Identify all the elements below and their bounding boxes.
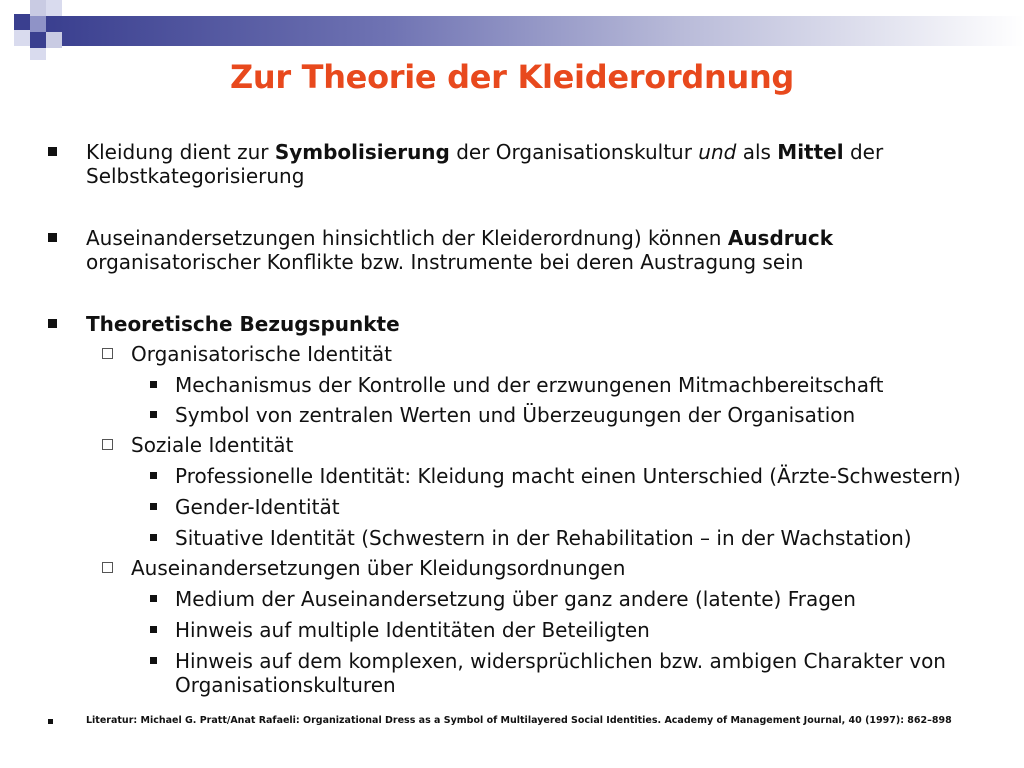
square-bullet-icon [48, 719, 53, 724]
square-bullet-icon [150, 595, 157, 602]
sub-sub-bullet-text: Gender-Identität [175, 495, 340, 519]
square-bullet-icon [48, 147, 57, 156]
square-bullet-icon [150, 534, 157, 541]
deco-square [46, 0, 62, 16]
header-gradient-bar [46, 16, 1024, 46]
deco-square [46, 32, 62, 48]
square-bullet-icon [150, 503, 157, 510]
square-bullet-icon [48, 319, 57, 328]
sub-bullet-text: Soziale Identität [131, 433, 294, 457]
sub-sub-bullet-text: Organisationskulturen [175, 673, 396, 697]
sub-sub-bullet-text: Mechanismus der Kontrolle und der erzwungenen Mitmachbereitschaft [175, 373, 884, 397]
bullet-text [86, 226, 906, 250]
deco-square [30, 16, 46, 32]
square-bullet-icon [150, 657, 157, 664]
sub-sub-bullet-text: Medium der Auseinandersetzung über ganz andere (latente) Fragen [175, 587, 856, 611]
text-run: als [736, 140, 778, 164]
sub-sub-bullet-text: Situative Identität (Schwestern in der Rehabilitation – in der Wachstation) [175, 526, 912, 550]
text-run: Auseinandersetzungen hinsichtlich der Kleiderordnung) können [86, 226, 728, 250]
text-run: Kleidung dient zur [86, 140, 275, 164]
deco-square [30, 0, 46, 16]
sub-sub-bullet-text: Hinweis auf dem komplexen, widersprüchlichen bzw. ambigen Charakter von [175, 649, 946, 673]
text-run-bold: Ausdruck [727, 226, 834, 250]
bullet-text [86, 312, 906, 336]
sub-bullet-text: Auseinandersetzungen über Kleidungsordnungen [131, 556, 626, 580]
sub-bullet-text: Organisatorische Identität [131, 342, 392, 366]
sub-sub-bullet-text: Professionelle Identität: Kleidung macht einen Unterschied (Ärzte-Schwestern) [175, 464, 961, 488]
text-run-italic: und [698, 140, 737, 164]
deco-square [30, 32, 46, 48]
square-bullet-icon [150, 411, 157, 418]
sub-sub-bullet-text: Hinweis auf multiple Identitäten der Beteiligten [175, 618, 650, 642]
text-run-bold: Mittel [777, 140, 844, 164]
text-run-bold: Theoretische Bezugspunkte [86, 312, 400, 336]
hollow-square-bullet-icon [102, 348, 113, 359]
literature-text: Literatur: Michael G. Pratt/Anat Rafaeli: Organizational Dress as a Symbol of Multilayered Social Identities. Academy of Management Journal, 40 (1997): 862–898 [86, 715, 952, 726]
text-run-bold: Symbolisierung [274, 140, 450, 164]
bullet-text [86, 140, 906, 164]
square-bullet-icon [48, 233, 57, 242]
text-run: der Organisationskultur [449, 140, 699, 164]
deco-square [14, 30, 30, 46]
slide-title: Zur Theorie der Kleiderordnung [229, 58, 795, 96]
hollow-square-bullet-icon [102, 562, 113, 573]
header-decoration [0, 0, 1024, 60]
square-bullet-icon [150, 626, 157, 633]
bullet-text: organisatorischer Konflikte bzw. Instrumente bei deren Austragung sein [86, 250, 804, 274]
text-run: der [843, 140, 884, 164]
hollow-square-bullet-icon [102, 439, 113, 450]
sub-sub-bullet-text: Symbol von zentralen Werten und Überzeugungen der Organisation [175, 403, 856, 427]
square-bullet-icon [150, 472, 157, 479]
deco-square [14, 14, 30, 30]
bullet-text: Selbstkategorisierung [86, 164, 305, 188]
square-bullet-icon [150, 381, 157, 388]
